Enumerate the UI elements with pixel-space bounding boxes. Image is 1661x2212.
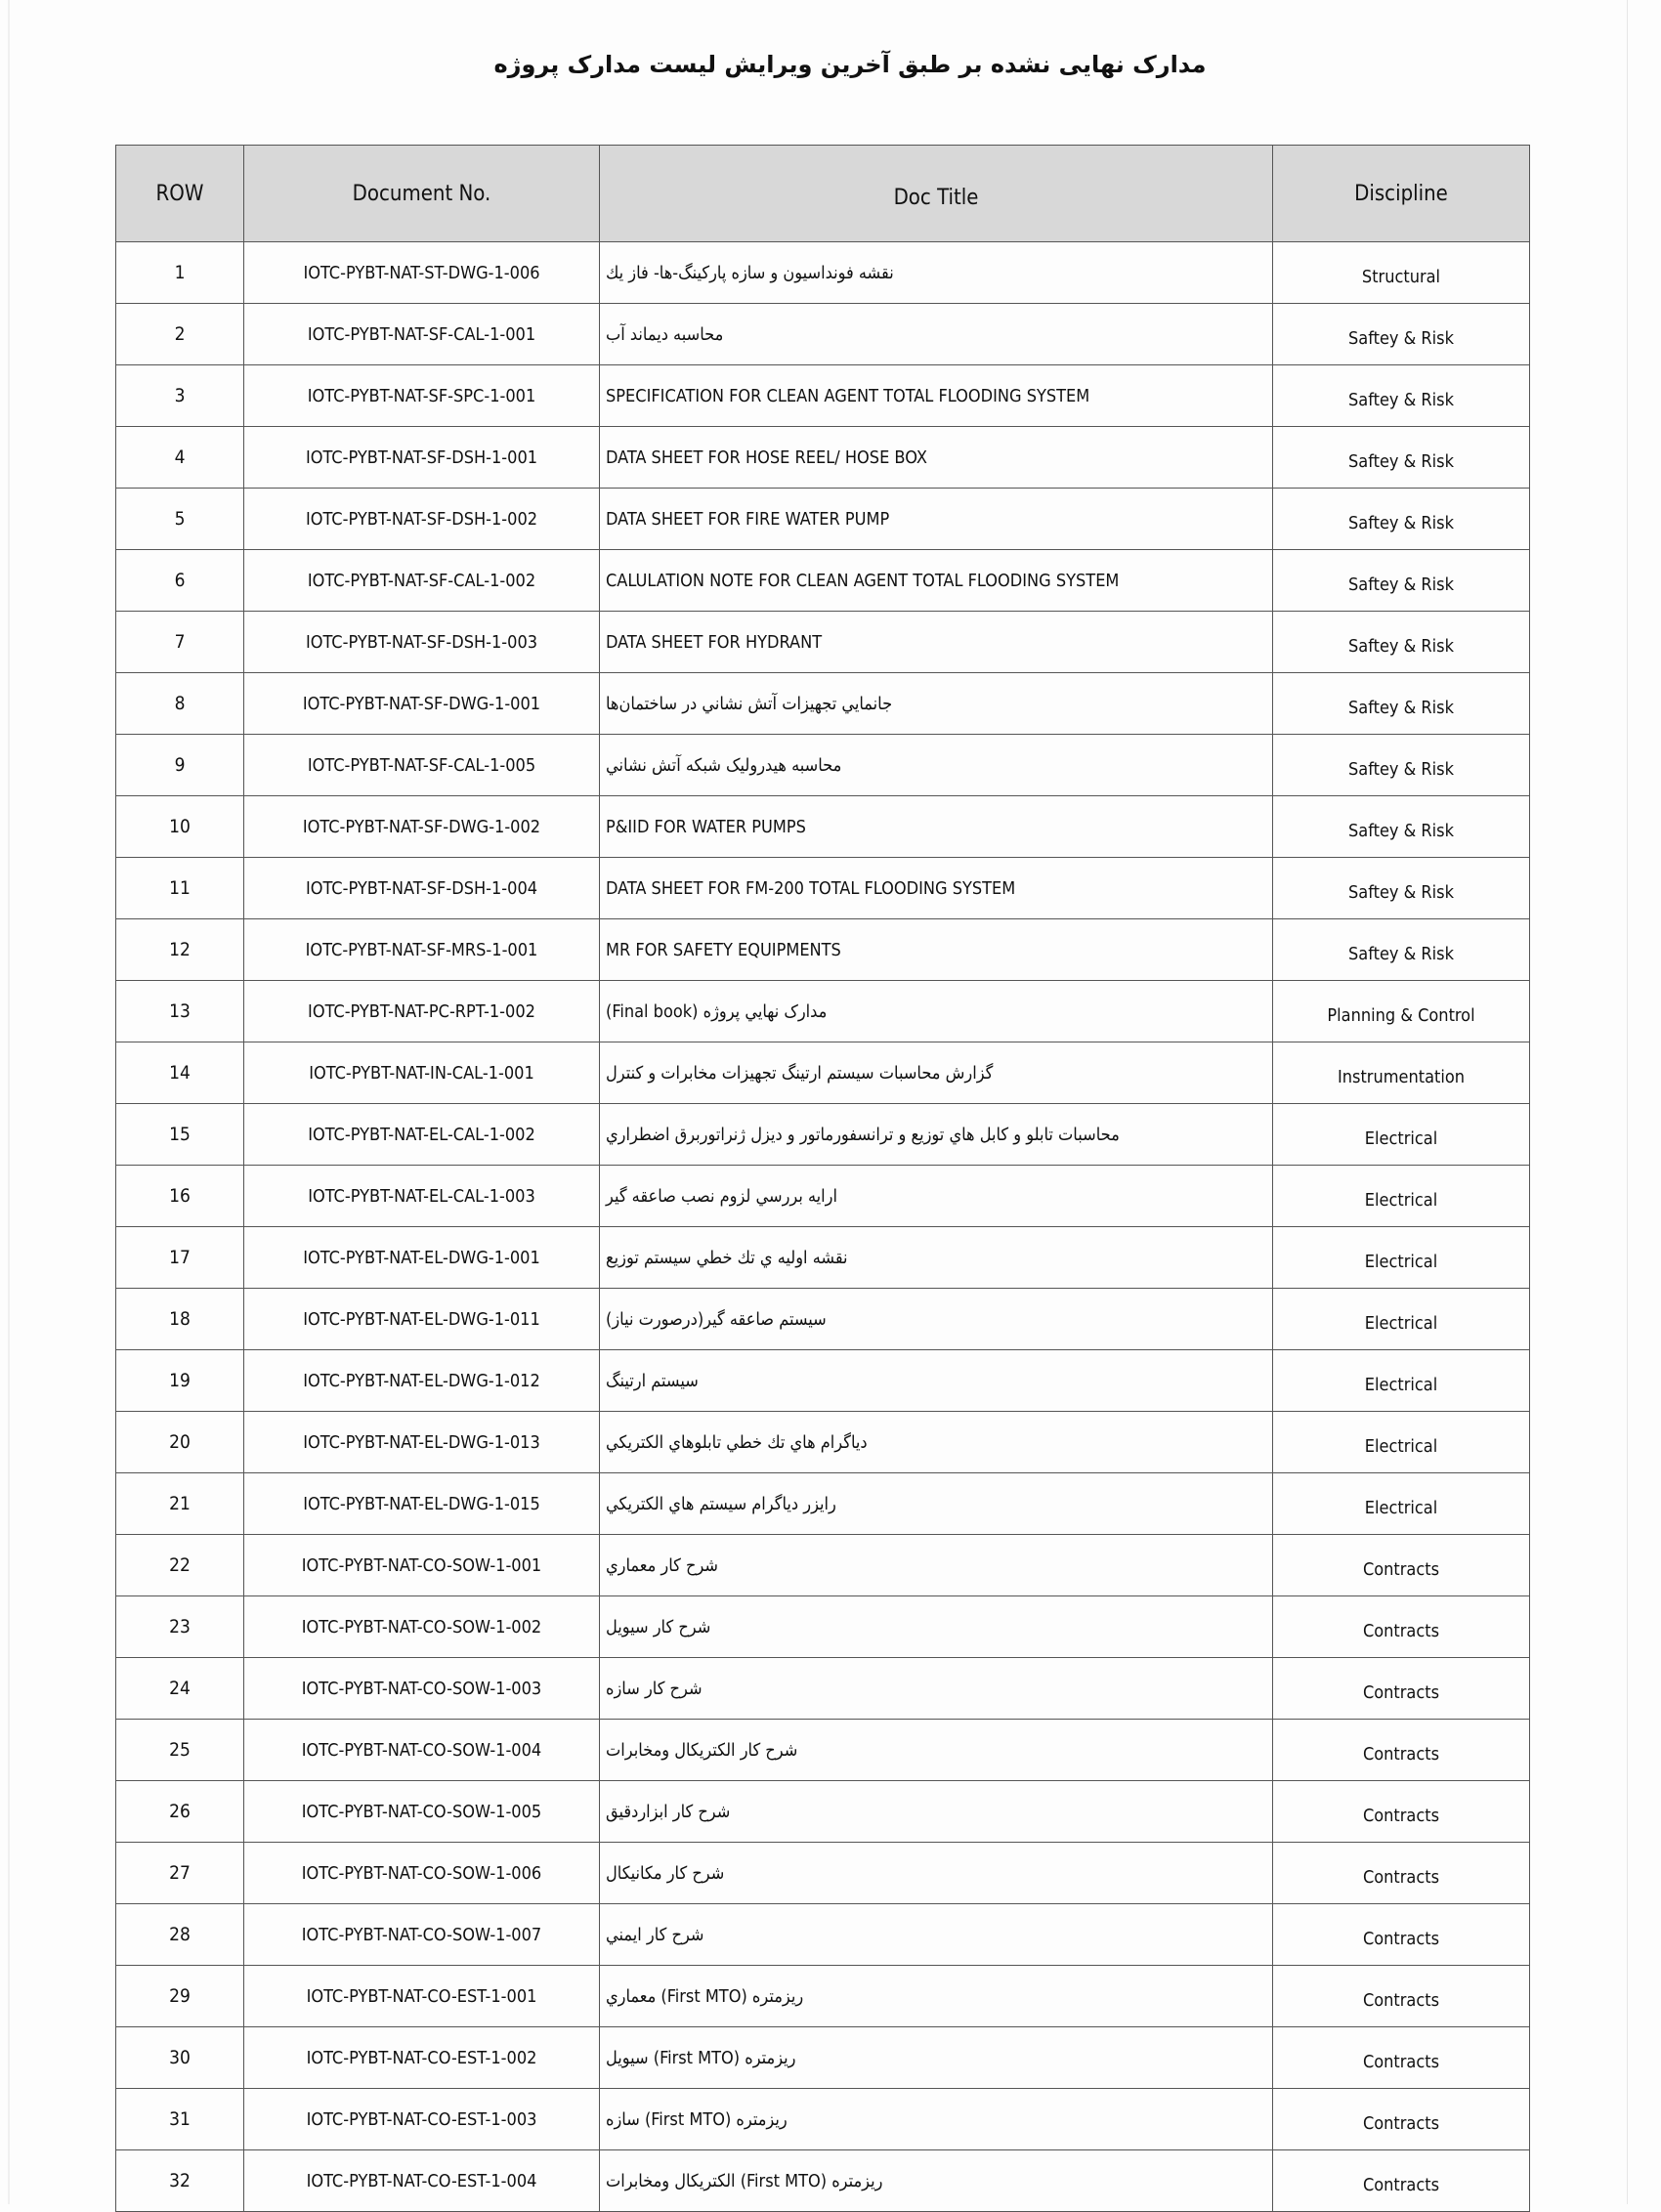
table-body	[116, 242, 1530, 2212]
document-number: IOTC-PYBT-NAT-SF-CAL-1-001	[244, 304, 600, 365]
discipline: Contracts	[1273, 1843, 1530, 1904]
doc-title: نقشه اوليه ي تك خطي سيستم توزيع	[606, 1247, 848, 1268]
discipline: Saftey & Risk	[1273, 304, 1530, 365]
table-row	[116, 1042, 1530, 1104]
row-number: 14	[116, 1042, 244, 1104]
discipline: Saftey & Risk	[1273, 919, 1530, 981]
doc-title-cell	[600, 612, 1273, 673]
row-number: 12	[116, 919, 244, 981]
document-number: IOTC-PYBT-NAT-CO-SOW-1-003	[244, 1658, 600, 1720]
document-number: IOTC-PYBT-NAT-CO-EST-1-004	[244, 2150, 600, 2212]
doc-title-cell	[600, 1042, 1273, 1104]
doc-title: محاسبه هيدروليک شبكه آتش نشاني	[606, 754, 842, 776]
header-row: ROW	[116, 146, 244, 242]
discipline: Saftey & Risk	[1273, 796, 1530, 858]
doc-title-cell	[600, 1966, 1273, 2027]
doc-title: ارايه بررسي لزوم نصب صاعقه گير	[606, 1185, 837, 1207]
discipline: Electrical	[1273, 1473, 1530, 1535]
doc-title: DATA SHEET FOR HOSE REEL/ HOSE BOX	[606, 447, 927, 468]
page-title: مدارک نهایی نشده بر طبق آخرین ویرایش لیست مدارک پروژه	[493, 51, 1207, 78]
discipline: Saftey & Risk	[1273, 612, 1530, 673]
doc-title-cell	[600, 489, 1273, 550]
row-number: 15	[116, 1104, 244, 1166]
document-number: IOTC-PYBT-NAT-CO-SOW-1-001	[244, 1535, 600, 1596]
discipline: Saftey & Risk	[1273, 427, 1530, 489]
discipline: Saftey & Risk	[1273, 735, 1530, 796]
doc-title: محاسبات تابلو و كابل هاي توزيع و ترانسفورماتور و ديزل ژنراتوربرق اضطراري	[606, 1124, 1120, 1145]
doc-title-cell	[600, 1843, 1273, 1904]
doc-title: شرح كار سيويل	[606, 1616, 711, 1638]
table-row	[116, 1904, 1530, 1966]
discipline: Instrumentation	[1273, 1042, 1530, 1104]
row-number: 30	[116, 2027, 244, 2089]
table-row	[116, 1720, 1530, 1781]
doc-title-cell	[600, 1904, 1273, 1966]
discipline: Contracts	[1273, 1535, 1530, 1596]
row-number: 2	[116, 304, 244, 365]
discipline: Contracts	[1273, 1720, 1530, 1781]
document-number: IOTC-PYBT-NAT-SF-CAL-1-005	[244, 735, 600, 796]
row-number: 26	[116, 1781, 244, 1843]
doc-title-cell	[600, 919, 1273, 981]
discipline: Saftey & Risk	[1273, 550, 1530, 612]
document-number: IOTC-PYBT-NAT-CO-EST-1-002	[244, 2027, 600, 2089]
table-row	[116, 673, 1530, 735]
table-row	[116, 1104, 1530, 1166]
document-number: IOTC-PYBT-NAT-SF-DWG-1-001	[244, 673, 600, 735]
doc-title: DATA SHEET FOR FIRE WATER PUMP	[606, 508, 890, 530]
table-row	[116, 1227, 1530, 1289]
table-row	[116, 489, 1530, 550]
table-row	[116, 1535, 1530, 1596]
discipline: Contracts	[1273, 1781, 1530, 1843]
doc-title-cell	[600, 427, 1273, 489]
row-number: 20	[116, 1412, 244, 1473]
row-number: 6	[116, 550, 244, 612]
doc-title: سيستم صاعقه گير(درصورت نياز)	[606, 1308, 827, 1330]
table-row	[116, 612, 1530, 673]
doc-title-cell	[600, 981, 1273, 1042]
doc-title: ريزمتره (First MTO) الكتريكال ومخابرات	[606, 2170, 883, 2191]
table-header-row	[116, 146, 1530, 242]
doc-title: جانمايي تجهيزات آتش نشاني در ساختمان‌ها	[606, 693, 893, 714]
scan-edge-right	[1627, 0, 1628, 2204]
document-number: IOTC-PYBT-NAT-SF-DWG-1-002	[244, 796, 600, 858]
discipline: Electrical	[1273, 1166, 1530, 1227]
table-row	[116, 2089, 1530, 2150]
table-row	[116, 242, 1530, 304]
row-number: 8	[116, 673, 244, 735]
table-row	[116, 1166, 1530, 1227]
discipline: Saftey & Risk	[1273, 489, 1530, 550]
doc-title: ريزمتره (First MTO) سازه	[606, 2108, 788, 2130]
discipline: Saftey & Risk	[1273, 858, 1530, 919]
doc-title-cell	[600, 2089, 1273, 2150]
table-row	[116, 981, 1530, 1042]
table-row	[116, 550, 1530, 612]
document-number: IOTC-PYBT-NAT-EL-CAL-1-002	[244, 1104, 600, 1166]
discipline: Saftey & Risk	[1273, 365, 1530, 427]
row-number: 18	[116, 1289, 244, 1350]
row-number: 1	[116, 242, 244, 304]
discipline: Saftey & Risk	[1273, 673, 1530, 735]
row-number: 10	[116, 796, 244, 858]
row-number: 5	[116, 489, 244, 550]
document-number: IOTC-PYBT-NAT-CO-SOW-1-004	[244, 1720, 600, 1781]
table-row	[116, 365, 1530, 427]
doc-title-cell	[600, 1535, 1273, 1596]
table-row	[116, 1658, 1530, 1720]
document-number: IOTC-PYBT-NAT-CO-EST-1-001	[244, 1966, 600, 2027]
doc-title: P&IID FOR WATER PUMPS	[606, 816, 806, 837]
document-number: IOTC-PYBT-NAT-EL-DWG-1-015	[244, 1473, 600, 1535]
table-row	[116, 919, 1530, 981]
discipline: Electrical	[1273, 1227, 1530, 1289]
row-number: 3	[116, 365, 244, 427]
document-number: IOTC-PYBT-NAT-PC-RPT-1-002	[244, 981, 600, 1042]
document-number: IOTC-PYBT-NAT-CO-EST-1-003	[244, 2089, 600, 2150]
row-number: 21	[116, 1473, 244, 1535]
document-number: IOTC-PYBT-NAT-EL-DWG-1-013	[244, 1412, 600, 1473]
doc-title-cell	[600, 1104, 1273, 1166]
discipline: Contracts	[1273, 2150, 1530, 2212]
doc-title-cell	[600, 1350, 1273, 1412]
document-number: IOTC-PYBT-NAT-ST-DWG-1-006	[244, 242, 600, 304]
table-row	[116, 2150, 1530, 2212]
table-row	[116, 1781, 1530, 1843]
document-number: IOTC-PYBT-NAT-EL-DWG-1-001	[244, 1227, 600, 1289]
doc-title: شرح كار ابزاردقيق	[606, 1801, 731, 1822]
doc-title-cell	[600, 242, 1273, 304]
document-number: IOTC-PYBT-NAT-SF-DSH-1-001	[244, 427, 600, 489]
document-number: IOTC-PYBT-NAT-SF-DSH-1-004	[244, 858, 600, 919]
row-number: 31	[116, 2089, 244, 2150]
discipline: Planning & Control	[1273, 981, 1530, 1042]
doc-title: دياگرام هاي تك خطي تابلوهاي الكتريكي	[606, 1431, 868, 1453]
row-number: 24	[116, 1658, 244, 1720]
doc-title: DATA SHEET FOR HYDRANT	[606, 631, 823, 653]
doc-title: شرح كار معماري	[606, 1554, 718, 1576]
document-list-table	[115, 145, 1530, 2212]
doc-title-cell	[600, 673, 1273, 735]
doc-title: نقشه فونداسیون و سازه پارکینگ-ها- فاز یك	[606, 262, 894, 283]
row-number: 17	[116, 1227, 244, 1289]
document-number: IOTC-PYBT-NAT-CO-SOW-1-007	[244, 1904, 600, 1966]
doc-title-cell	[600, 1166, 1273, 1227]
doc-title: مدارک نهايي پروژه (Final book)	[606, 1000, 828, 1022]
doc-title: شرح كار سازه	[606, 1678, 703, 1699]
doc-title: DATA SHEET FOR FM-200 TOTAL FLOODING SYSTEM	[606, 877, 1016, 899]
row-number: 27	[116, 1843, 244, 1904]
document-number: IOTC-PYBT-NAT-SF-SPC-1-001	[244, 365, 600, 427]
doc-title-cell	[600, 1227, 1273, 1289]
doc-title: شرح كار الكتريكال ومخابرات	[606, 1739, 798, 1761]
doc-title: گزارش محاسبات سيستم ارتينگ تجهيزات مخابرات و كنترل	[606, 1062, 994, 1084]
doc-title-cell	[600, 796, 1273, 858]
table-row	[116, 427, 1530, 489]
table-row	[116, 304, 1530, 365]
document-number: IOTC-PYBT-NAT-EL-DWG-1-011	[244, 1289, 600, 1350]
document-number: IOTC-PYBT-NAT-CO-SOW-1-006	[244, 1843, 600, 1904]
row-number: 22	[116, 1535, 244, 1596]
doc-title-cell	[600, 1658, 1273, 1720]
header-doc-title: Doc Title	[600, 146, 1273, 242]
doc-title-cell	[600, 304, 1273, 365]
document-number: IOTC-PYBT-NAT-SF-CAL-1-002	[244, 550, 600, 612]
document-number: IOTC-PYBT-NAT-CO-SOW-1-005	[244, 1781, 600, 1843]
discipline: Electrical	[1273, 1350, 1530, 1412]
discipline: Electrical	[1273, 1412, 1530, 1473]
doc-title: سيستم ارتينگ	[606, 1370, 699, 1391]
doc-title-cell	[600, 2027, 1273, 2089]
doc-title-cell	[600, 858, 1273, 919]
row-number: 4	[116, 427, 244, 489]
document-number: IOTC-PYBT-NAT-EL-DWG-1-012	[244, 1350, 600, 1412]
discipline: Contracts	[1273, 1966, 1530, 2027]
doc-title: SPECIFICATION FOR CLEAN AGENT TOTAL FLOODING SYSTEM	[606, 385, 1090, 406]
doc-title: شرح كار مكانيكال	[606, 1862, 725, 1884]
row-number: 28	[116, 1904, 244, 1966]
discipline: Contracts	[1273, 2089, 1530, 2150]
table-row	[116, 1596, 1530, 1658]
document-number: IOTC-PYBT-NAT-EL-CAL-1-003	[244, 1166, 600, 1227]
doc-title: ريزمتره (First MTO) معماري	[606, 1985, 804, 2007]
row-number: 32	[116, 2150, 244, 2212]
table-row	[116, 858, 1530, 919]
document-number: IOTC-PYBT-NAT-CO-SOW-1-002	[244, 1596, 600, 1658]
row-number: 23	[116, 1596, 244, 1658]
header-discipline: Discipline	[1273, 146, 1530, 242]
doc-title: شرح كار ايمني	[606, 1924, 704, 1945]
doc-title-cell	[600, 550, 1273, 612]
row-number: 25	[116, 1720, 244, 1781]
row-number: 9	[116, 735, 244, 796]
row-number: 29	[116, 1966, 244, 2027]
row-number: 16	[116, 1166, 244, 1227]
row-number: 19	[116, 1350, 244, 1412]
scan-edge-left	[8, 0, 10, 2204]
document-number: IOTC-PYBT-NAT-SF-DSH-1-002	[244, 489, 600, 550]
document-number: IOTC-PYBT-NAT-SF-MRS-1-001	[244, 919, 600, 981]
doc-title-cell	[600, 1412, 1273, 1473]
doc-title: رايزر دياگرام سيستم هاي الكتريكي	[606, 1493, 836, 1514]
doc-title-cell	[600, 1781, 1273, 1843]
doc-title: محاسبه دیماند آب	[606, 323, 724, 345]
document-number: IOTC-PYBT-NAT-SF-DSH-1-003	[244, 612, 600, 673]
discipline: Contracts	[1273, 1904, 1530, 1966]
discipline: Electrical	[1273, 1104, 1530, 1166]
document-number: IOTC-PYBT-NAT-IN-CAL-1-001	[244, 1042, 600, 1104]
doc-title-cell	[600, 1596, 1273, 1658]
doc-title: MR FOR SAFETY EQUIPMENTS	[606, 939, 841, 960]
table-row	[116, 1289, 1530, 1350]
table-row	[116, 1966, 1530, 2027]
doc-title-cell	[600, 2150, 1273, 2212]
doc-title-cell	[600, 365, 1273, 427]
doc-title: ريزمتره (First MTO) سيويل	[606, 2047, 796, 2068]
table-row	[116, 1473, 1530, 1535]
doc-title-cell	[600, 1473, 1273, 1535]
header-document-no: Document No.	[244, 146, 600, 242]
row-number: 13	[116, 981, 244, 1042]
doc-title-cell	[600, 1289, 1273, 1350]
discipline: Contracts	[1273, 1596, 1530, 1658]
row-number: 11	[116, 858, 244, 919]
discipline: Structural	[1273, 242, 1530, 304]
doc-title-cell	[600, 1720, 1273, 1781]
table-row	[116, 1843, 1530, 1904]
table-row	[116, 2027, 1530, 2089]
table-row	[116, 735, 1530, 796]
discipline: Contracts	[1273, 1658, 1530, 1720]
table-row	[116, 796, 1530, 858]
table-row	[116, 1412, 1530, 1473]
doc-title-cell	[600, 735, 1273, 796]
discipline: Contracts	[1273, 2027, 1530, 2089]
discipline: Electrical	[1273, 1289, 1530, 1350]
row-number: 7	[116, 612, 244, 673]
table-row	[116, 1350, 1530, 1412]
doc-title: CALULATION NOTE FOR CLEAN AGENT TOTAL FLOODING SYSTEM	[606, 570, 1120, 591]
